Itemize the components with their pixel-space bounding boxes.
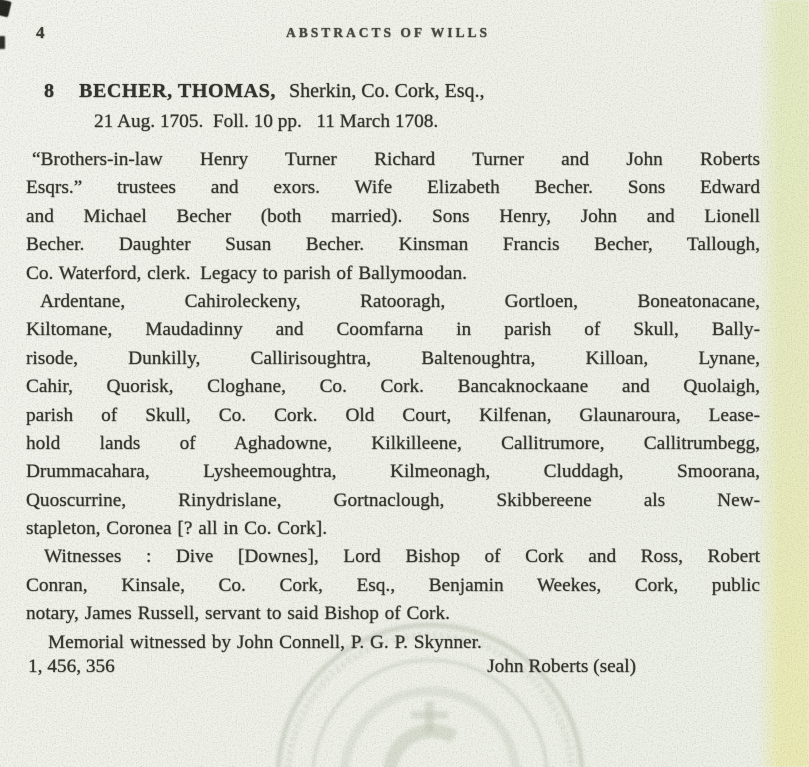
text-line: Conran, Kinsale, Co. Cork, Esq., Benjamin Weekes, Cork, public — [26, 574, 760, 596]
text-line: parish of Skull, Co. Cork. Old Court, Kilfenan, Glaunaroura, Lease- — [26, 404, 760, 426]
text-line: Memorial witnessed by John Connell, P. G. P. Skynner. — [48, 631, 482, 653]
entry-name-rest: Sherkin, Co. Cork, Esq., — [289, 80, 485, 102]
text-line: risode, Dunkilly, Callirisoughtra, Baltenoughtra, Killoan, Lynane, — [26, 347, 760, 369]
text-line: notary, James Russell, servant to said Bishop of Cork. — [26, 603, 450, 625]
text-line: stapleton, Coronea [? all in Co. Cork]. — [26, 518, 328, 540]
text-line: hold lands of Aghadowne, Kilkilleene, Callitrumore, Callitrumbegg, — [26, 432, 760, 454]
text-line: Becher. Daughter Susan Becher. Kinsman Francis Becher, Tallough, — [26, 234, 760, 256]
text-line: Kiltomane, Maudadinny and Coomfarna in parish of Skull, Bally- — [26, 319, 760, 341]
text-line: Quoscurrine, Rinydrislane, Gortnaclough, Skibbereene als New- — [26, 489, 760, 511]
entry-number: 8 — [44, 80, 54, 102]
text-line: “Brothers-in-law Henry Turner Richard Turner and John Roberts — [32, 149, 760, 170]
text-line: and Michael Becher (both married). Sons Henry, John and Lionell — [26, 205, 760, 227]
running-head: ABSTRACTS OF WILLS — [285, 25, 491, 40]
entry-body — [26, 146, 760, 657]
text-line: Ardentane, Cahiroleckeny, Ratooragh, Gortloen, Boneatonacane, — [40, 290, 760, 312]
entry-heading — [26, 80, 760, 103]
text-line: Esqrs.” trustees and exors. Wife Elizabeth Becher. Sons Edward — [26, 177, 760, 199]
page-number: 4 — [36, 23, 45, 42]
scan-edge-artifact — [0, 36, 5, 49]
entry-name: BECHER, THOMAS, — [79, 80, 276, 102]
page-edge-strip — [757, 0, 809, 767]
text-line: Co. Waterford, clerk. Legacy to parish of Ballymoodan. — [26, 262, 468, 284]
seal-attribution: John Roberts (seal) — [487, 656, 636, 677]
reference-numbers: 1, 456, 356 — [28, 656, 115, 677]
entry-date-line: 21 Aug. 1705. Foll. 10 pp. 11 March 1708. — [94, 111, 439, 132]
scan-corner-artifact — [0, 0, 12, 17]
text-line: Witnesses : Dive [Downes], Lord Bishop of Cork and Ross, Robert — [44, 546, 760, 568]
text-line: Cahir, Quorisk, Cloghane, Co. Cork. Bancaknockaane and Quolaigh, — [26, 376, 760, 398]
text-line: Drummacahara, Lysheemoughtra, Kilmeonagh, Cluddagh, Smoorana, — [26, 461, 760, 483]
entry-footer — [26, 656, 760, 678]
